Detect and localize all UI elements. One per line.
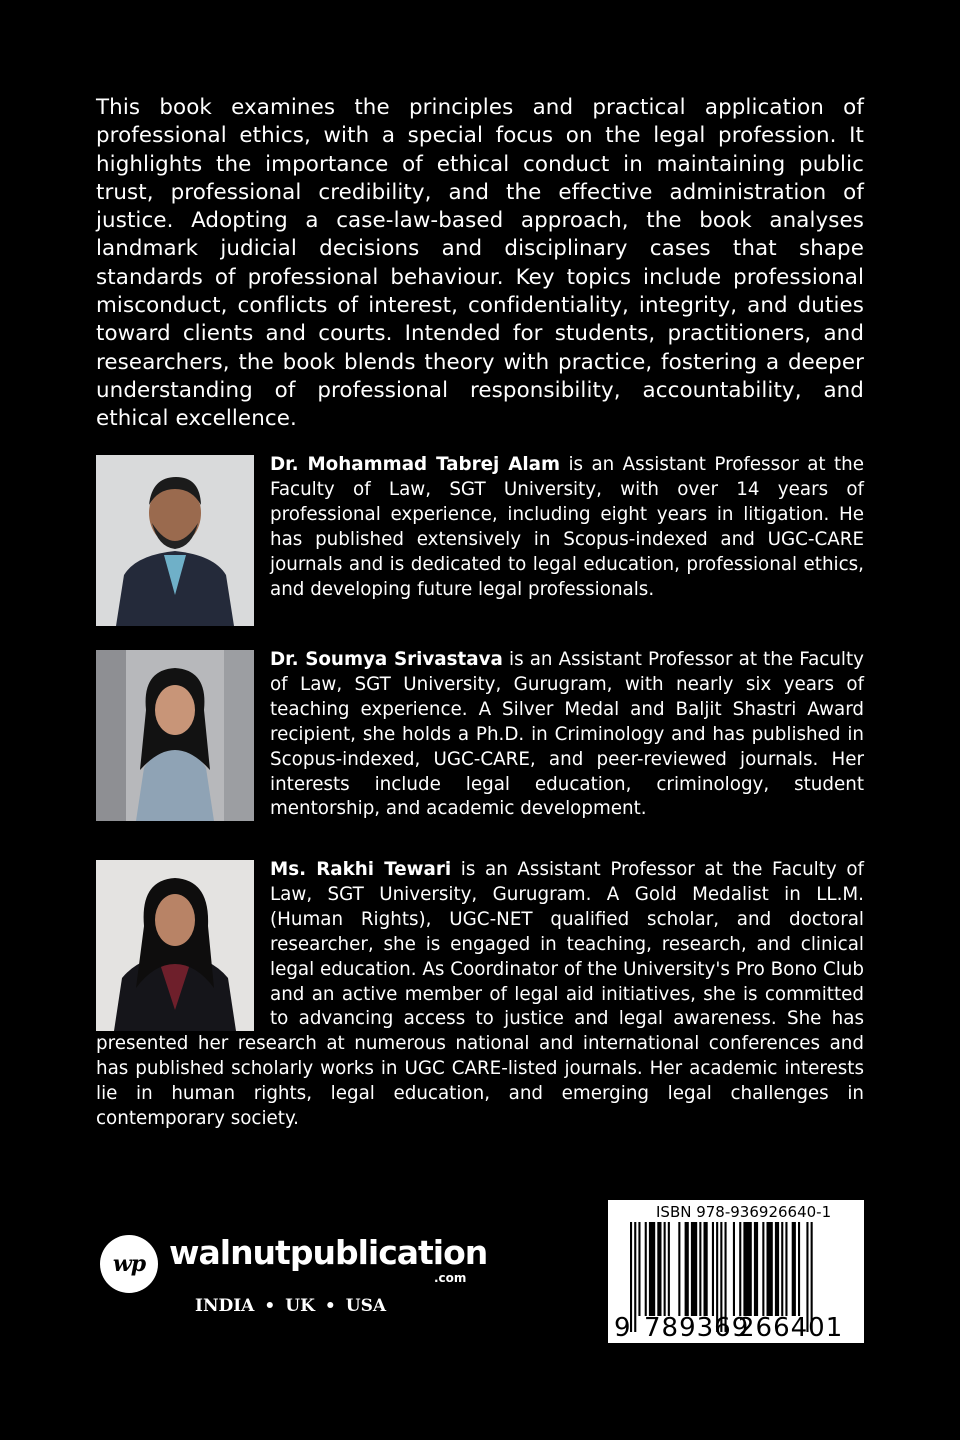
- separator-dot: •: [324, 1296, 336, 1316]
- publisher-regions: [195, 1296, 386, 1316]
- author-bio-alam: [96, 453, 864, 626]
- publisher-domain: .com: [434, 1271, 467, 1285]
- barcode-digit-prefix: 9: [614, 1313, 631, 1343]
- region-uk: UK: [285, 1296, 315, 1316]
- region-india: INDIA: [195, 1296, 255, 1316]
- barcode-bar: [762, 1222, 764, 1316]
- barcode-bar: [775, 1222, 779, 1316]
- barcode-bar: [685, 1222, 689, 1316]
- barcode-bar: [645, 1222, 647, 1316]
- barcode-bar: [664, 1222, 666, 1316]
- barcode-bar: [668, 1222, 670, 1316]
- isbn-label: ISBN 978-936926640-1: [656, 1203, 832, 1221]
- book-description: This book examines the principles and practical application of professional ethics, with a special focus on the legal profession. It highlights the importance of ethical conduct in maintaining public trust, professional credibility, and the effective administration of justice. Adopting a case-law-based approach, the book analyses landmark judicial decisions and disciplinary cases that shape standards of professional behaviour. Key topics include professional misconduct, conflicts of interest, confidentiality, integrity, and duties toward clients and courts. Intended for students, practitioners, and researchers, the book blends theory with practice, fostering a deeper understanding of professional responsibility, accountability, and ethical excellence.: [96, 95, 864, 432]
- author-photo-tewari: [96, 860, 254, 1031]
- separator-dot: •: [264, 1296, 276, 1316]
- author-name: Dr. Mohammad Tabrej Alam: [270, 454, 561, 475]
- walnut-logo-icon: wp: [100, 1235, 158, 1293]
- author-name: Ms. Rakhi Tewari: [270, 859, 452, 880]
- barcode-bar: [733, 1222, 735, 1316]
- barcode-bar: [657, 1222, 661, 1316]
- barcode-bar: [743, 1222, 751, 1316]
- publisher-logo: [100, 1233, 490, 1293]
- barcode-bar: [649, 1222, 655, 1316]
- barcode-bar: [704, 1222, 708, 1316]
- publisher-wordmark: walnutpublication: [169, 1233, 488, 1272]
- barcode-bar: [792, 1222, 796, 1316]
- barcode-bar: [699, 1222, 701, 1316]
- author-photo-alam: [96, 455, 254, 626]
- author-bio-text: is an Assistant Professor at the Faculty of Law, SGT University, with over 14 years of professional experience, including eight years in litigation. He has published extensively in Scopus-indexed and UGC-CARE journals and is dedicated to legal education, professional ethics, and developing future legal professionals.: [270, 454, 864, 600]
- barcode-bar: [739, 1222, 741, 1316]
- barcode-bar: [781, 1222, 783, 1316]
- barcode-bar: [678, 1222, 680, 1316]
- author-name: Dr. Soumya Srivastava: [270, 649, 503, 670]
- barcode-bar: [691, 1222, 697, 1316]
- barcode-bar: [785, 1222, 787, 1316]
- barcode-bar: [767, 1222, 773, 1316]
- author-photo-srivastava: [96, 650, 254, 821]
- isbn-barcode-block: [608, 1200, 864, 1343]
- barcode-digits-left: 789369: [644, 1313, 750, 1343]
- author-bio-text: is an Assistant Professor at the Faculty of Law, SGT University, Gurugram. A Gold Medalist in LL.M. (Human Rights), UGC-NET qualified scholar, and doctoral researcher, she is engaged in teaching, research, and clinical legal education. As Coordinator of the University's Pro Bono Club and an active member of legal aid initiatives, she is committed to advancing access to justice and legal awareness. She has presented her research at numerous national and international conferences and has published scholarly works in UGC CARE-listed journals. Her academic interests lie in human rights, legal education, and emerging legal challenges in contemporary society.: [96, 859, 864, 1130]
- barcode-bar: [754, 1222, 758, 1316]
- barcode-bar: [798, 1222, 800, 1316]
- barcode-digits-right: 266401: [738, 1313, 844, 1343]
- barcode-bar: [712, 1222, 714, 1316]
- barcode-bar: [638, 1222, 640, 1316]
- author-bio-text: is an Assistant Professor at the Faculty of Law, SGT University, Gurugram, with nearly six years of teaching experience. A Silver Medal and Baljit Shastri Award recipient, she holds a Ph.D. in Criminology and has published in Scopus-indexed, UGC-CARE, and peer-reviewed journals. Her interests include legal education, criminology, student mentorship, and academic development.: [270, 649, 864, 820]
- author-bio-srivastava: [96, 648, 864, 822]
- barcode-digits: [608, 1313, 864, 1343]
- region-usa: USA: [345, 1296, 387, 1316]
- author-bio-tewari: [96, 858, 864, 1132]
